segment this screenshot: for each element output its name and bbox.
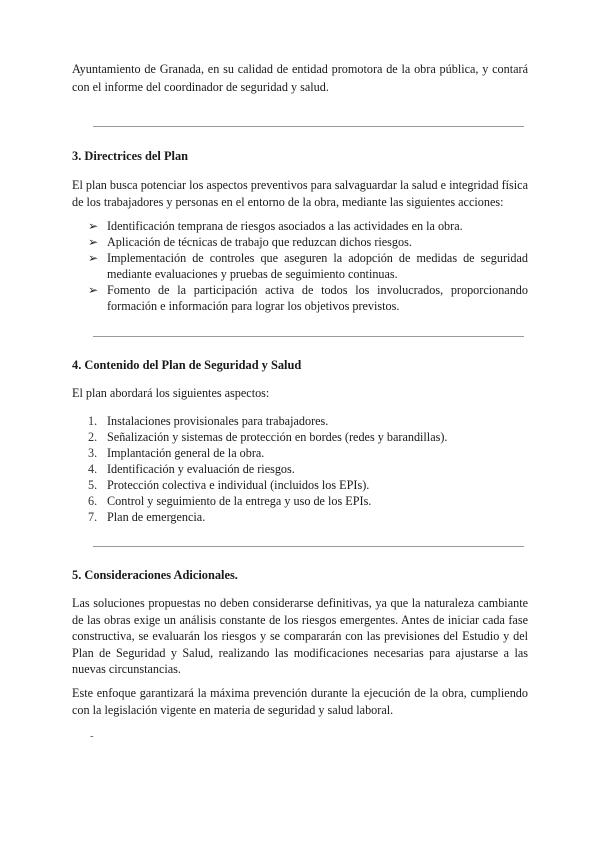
list-item [72, 282, 528, 314]
divider [93, 336, 524, 337]
intro-paragraph: Ayuntamiento de Granada, en su calidad de entidad promotora de la obra pública, y contará con el informe del coordinador de seguridad y salud. [72, 62, 528, 94]
list-item-text: Control y seguimiento de la entrega y uso de los EPIs. [107, 494, 372, 508]
list-number: 4. [88, 462, 98, 476]
list-number: 3. [88, 446, 98, 460]
list-item-text: Identificación temprana de riesgos asociados a las actividades en la obra. [107, 219, 463, 233]
arrow-bullet-icon: ➢ [88, 219, 99, 233]
divider [93, 126, 524, 127]
list-item [72, 234, 528, 250]
list-item-text: Protección colectiva e individual (incluidos los EPIs). [107, 478, 370, 492]
list-item-text: Fomento de la participación activa de todos los involucrados, proporcionando formación e información para lograr los objetivos previstos. [107, 283, 528, 313]
section-4-paragraph: El plan abordará los siguientes aspectos: [72, 386, 270, 400]
list-number: 1. [88, 414, 98, 428]
list-item-text: Identificación y evaluación de riesgos. [107, 462, 295, 476]
arrow-bullet-icon: ➢ [88, 283, 99, 297]
list-item [72, 413, 528, 429]
section-4-numbered-list [72, 413, 528, 525]
list-item-text: Instalaciones provisionales para trabajadores. [107, 414, 329, 428]
arrow-bullet-icon: ➢ [88, 251, 99, 265]
list-item-text: Señalización y sistemas de protección en bordes (redes y barandillas). [107, 430, 448, 444]
list-item [72, 218, 528, 234]
list-item-text: Implantación general de la obra. [107, 446, 265, 460]
divider [93, 546, 524, 547]
list-number: 5. [88, 478, 98, 492]
list-item [72, 461, 528, 477]
arrow-bullet-icon: ➢ [88, 235, 99, 249]
list-number: 7. [88, 510, 98, 524]
section-5-paragraph-2: Este enfoque garantizará la máxima prevención durante la ejecución de la obra, cumpliendo con la legislación vigente en materia de seguridad y salud laboral. [72, 686, 528, 717]
list-item [72, 429, 528, 445]
list-number: 6. [88, 494, 98, 508]
list-item [72, 445, 528, 461]
section-3-paragraph: El plan busca potenciar los aspectos preventivos para salvaguardar la salud e integridad física de los trabajadores y personas en el entorno de la obra, mediante las siguientes acciones: [72, 178, 528, 209]
list-item-text: Aplicación de técnicas de trabajo que reduzcan dichos riesgos. [107, 235, 412, 249]
list-item [72, 477, 528, 493]
section-3-bullet-list [72, 218, 528, 314]
section-5-paragraph-1: Las soluciones propuestas no deben considerarse definitivas, ya que la naturaleza cambiante de las obras exige un análisis constante de los riesgos emergentes. Antes de iniciar cada fase constructiva, se evaluarán los riesgos y se compararán con las previsiones del Estudio y del Plan de Seguridad y Salud, realizando las modificaciones necesarias para ajustarse a las nuevas circunstancias. [72, 596, 528, 676]
list-number: 2. [88, 430, 98, 444]
list-item-text: Plan de emergencia. [107, 510, 206, 524]
list-item-text: Implementación de controles que aseguren la adopción de medidas de seguridad mediante evaluaciones y pruebas de seguimiento continuas. [107, 251, 528, 281]
section-5-heading: 5. Consideraciones Adicionales. [72, 568, 238, 582]
list-item [72, 250, 528, 282]
section-4-heading: 4. Contenido del Plan de Seguridad y Salud [72, 358, 302, 372]
list-item [72, 509, 528, 525]
list-item [72, 493, 528, 509]
trailing-dash: - [90, 730, 94, 742]
section-3-heading: 3. Directrices del Plan [72, 149, 189, 163]
